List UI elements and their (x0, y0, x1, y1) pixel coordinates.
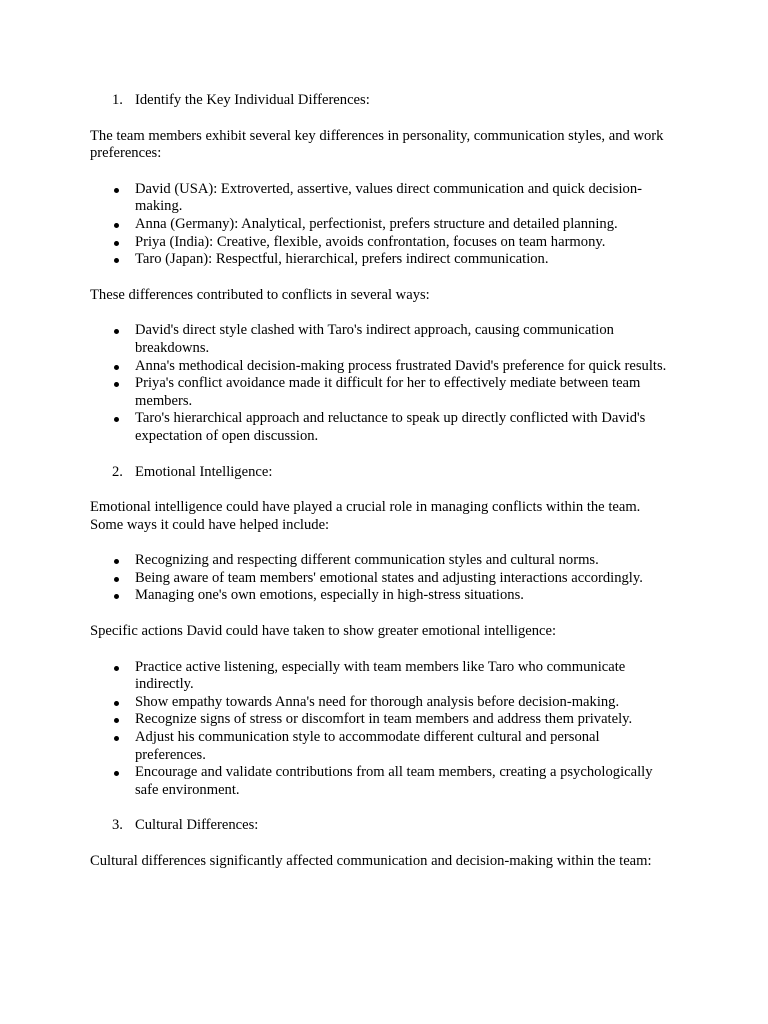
bullet-icon (114, 736, 119, 741)
section-heading (90, 464, 672, 482)
bullet-icon (114, 382, 119, 387)
bullet-icon (114, 365, 119, 370)
list-item (90, 659, 672, 694)
bullet-icon (114, 718, 119, 723)
list-item (90, 375, 672, 410)
list-item-text: Recognizing and respecting different communication styles and cultural norms. (135, 552, 599, 569)
list-item (90, 570, 672, 588)
list-item-text: Priya's conflict avoidance made it difficult for her to effectively mediate between team members. (135, 375, 641, 409)
bullet-icon (114, 666, 119, 671)
bullet-icon (114, 241, 119, 246)
list-item (90, 552, 672, 570)
list-item-text: Practice active listening, especially with team members like Taro who communicate indirectly. (135, 658, 626, 693)
list-item-text: Recognize signs of stress or discomfort in team members and address them privately. (135, 711, 633, 728)
section-heading (90, 92, 672, 110)
list-item-text: Anna (Germany): Analytical, perfectionist, prefers structure and detailed planning. (135, 215, 618, 232)
list-item (90, 410, 672, 445)
list-item (90, 587, 672, 605)
list-item (90, 181, 672, 216)
list-item-text: Being aware of team members' emotional states and adjusting interactions accordingly. (135, 569, 643, 586)
list-item (90, 234, 672, 252)
bullet-icon (114, 701, 119, 706)
list-item (90, 358, 672, 376)
bullet-list (90, 552, 672, 605)
bullet-icon (114, 258, 119, 263)
paragraph: Specific actions David could have taken to show greater emotional intelligence: (90, 623, 557, 640)
paragraph: Emotional intelligence could have played a crucial role in managing conflicts within the team. Some ways it could have helped include: (90, 499, 641, 533)
section-number: 1. (112, 92, 123, 108)
list-item (90, 216, 672, 234)
list-item-text: Managing one's own emotions, especially in high-stress situations. (135, 587, 524, 604)
bullet-icon (114, 577, 119, 582)
bullet-icon (114, 594, 119, 599)
list-item-text: Adjust his communication style to accommodate different cultural and personal preferences. (135, 729, 600, 763)
list-item-text: Encourage and validate contributions from all team members, creating a psychologically safe environment. (135, 764, 653, 798)
section-number: 2. (112, 463, 123, 480)
list-item-text: Taro (Japan): Respectful, hierarchical, prefers indirect communication. (135, 251, 549, 268)
bullet-icon (114, 559, 119, 564)
section-title: Emotional Intelligence: (135, 463, 273, 480)
list-item-text: David's direct style clashed with Taro's indirect approach, causing communication breakdowns. (135, 322, 614, 356)
bullet-icon (114, 188, 119, 193)
list-item (90, 251, 672, 269)
list-item-text: Show empathy towards Anna's need for thorough analysis before decision-making. (135, 693, 620, 710)
paragraph: These differences contributed to conflicts in several ways: (90, 286, 430, 303)
bullet-icon (114, 329, 119, 334)
paragraph: The team members exhibit several key differences in personality, communication styles, and work preferences: (90, 127, 664, 162)
bullet-list (90, 181, 672, 269)
bullet-list (90, 322, 672, 445)
list-item (90, 694, 672, 712)
list-item (90, 729, 672, 764)
list-item-text: Anna's methodical decision-making process frustrated David's preference for quick results. (135, 357, 667, 374)
paragraph: Cultural differences significantly affected communication and decision-making within the team: (90, 853, 652, 869)
list-item-text: Priya (India): Creative, flexible, avoids confrontation, focuses on team harmony. (135, 233, 606, 250)
section-title: Identify the Key Individual Differences: (135, 92, 370, 108)
bullet-list (90, 659, 672, 800)
list-item (90, 711, 672, 729)
section-heading (90, 817, 672, 835)
bullet-icon (114, 417, 119, 422)
bullet-icon (114, 771, 119, 776)
section-number: 3. (112, 817, 123, 834)
section-title: Cultural Differences: (135, 817, 259, 834)
bullet-icon (114, 223, 119, 228)
list-item (90, 764, 672, 799)
list-item (90, 322, 672, 357)
list-item-text: Taro's hierarchical approach and reluctance to speak up directly conflicted with David's expectation of open discussion. (135, 410, 646, 444)
list-item-text: David (USA): Extroverted, assertive, values direct communication and quick decision-making. (135, 180, 642, 215)
